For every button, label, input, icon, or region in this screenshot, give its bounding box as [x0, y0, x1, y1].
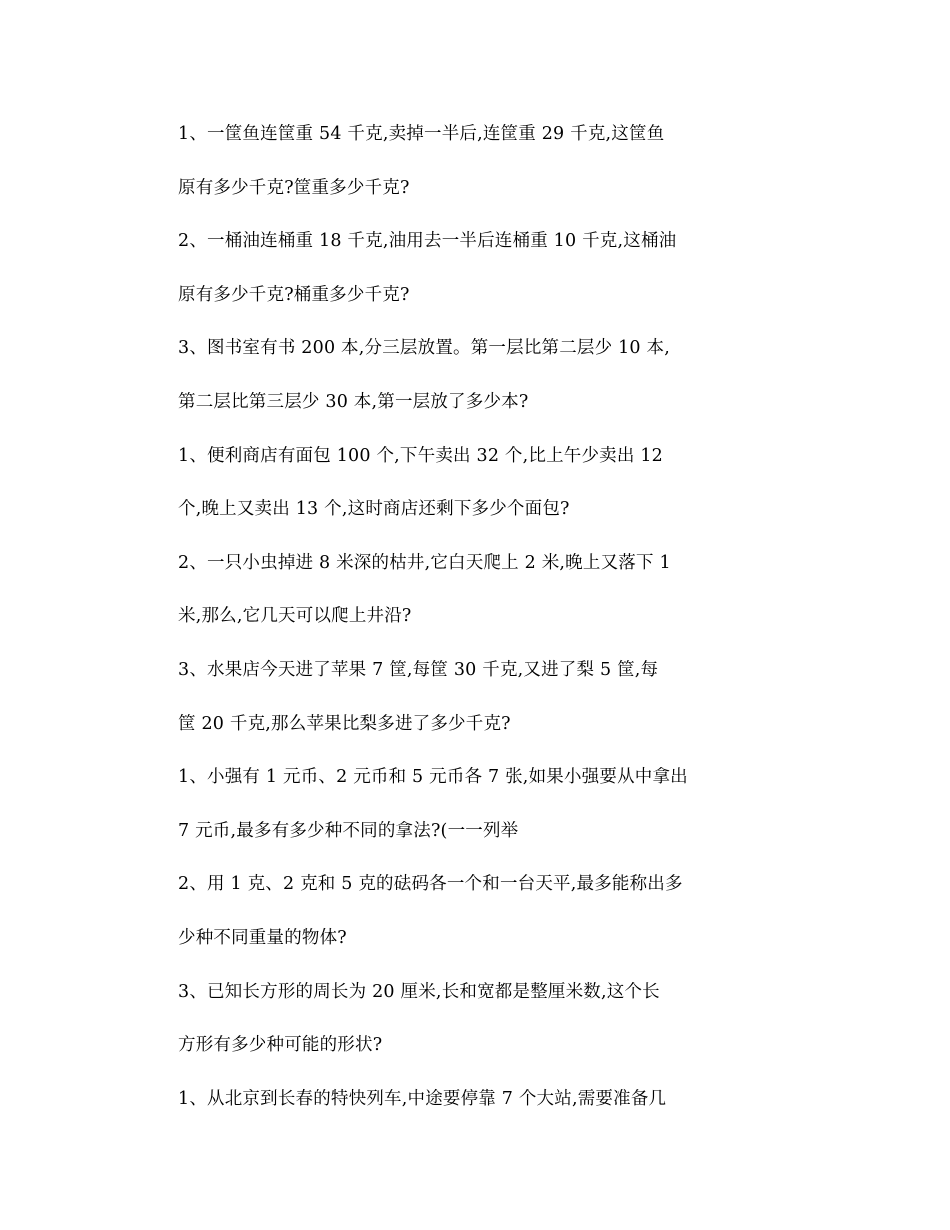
- text-line: 少种不同重量的物体?: [178, 927, 347, 948]
- text-line: 2、一桶油连桶重 18 千克,油用去一半后连桶重 10 千克,这桶油: [178, 231, 677, 252]
- text-line: 个,晚上又卖出 13 个,这时商店还剩下多少个面包?: [178, 499, 570, 520]
- text-line: 7 元币,最多有多少种不同的拿法?(一一列举: [178, 820, 519, 841]
- text-line: 原有多少千克?桶重多少千克?: [178, 284, 410, 305]
- text-line: 3、图书室有书 200 本,分三层放置。第一层比第二层少 10 本,: [178, 338, 670, 359]
- text-line: 3、水果店今天进了苹果 7 筐,每筐 30 千克,又进了梨 5 筐,每: [178, 659, 659, 680]
- text-line: 1、一筐鱼连筐重 54 千克,卖掉一半后,连筐重 29 千克,这筐鱼: [178, 124, 665, 144]
- text-line: 米,那么,它几天可以爬上井沿?: [178, 606, 412, 627]
- text-line: 1、便利商店有面包 100 个,下午卖出 32 个,比上午少卖出 12: [178, 445, 664, 466]
- text-line: 原有多少千克?筐重多少千克?: [178, 177, 410, 198]
- text-line: 2、用 1 克、2 克和 5 克的砝码各一个和一台天平,最多能称出多: [178, 874, 683, 895]
- text-line: 3、已知长方形的周长为 20 厘米,长和宽都是整厘米数,这个长: [178, 981, 660, 1002]
- text-line: 2、一只小虫掉进 8 米深的枯井,它白天爬上 2 米,晚上又落下 1: [178, 552, 671, 573]
- text-line: 1、小强有 1 元币、2 元币和 5 元币各 7 张,如果小强要从中拿出: [178, 767, 688, 788]
- text-line: 第二层比第三层少 30 本,第一层放了多少本?: [178, 391, 529, 412]
- text-line: 1、从北京到长春的特快列车,中途要停靠 7 个大站,需要准备几: [178, 1088, 667, 1109]
- problem-text: [178, 118, 718, 1136]
- text-line: 方形有多少种可能的形状?: [178, 1035, 383, 1056]
- text-line: 筐 20 千克,那么苹果比梨多进了多少千克?: [178, 713, 511, 734]
